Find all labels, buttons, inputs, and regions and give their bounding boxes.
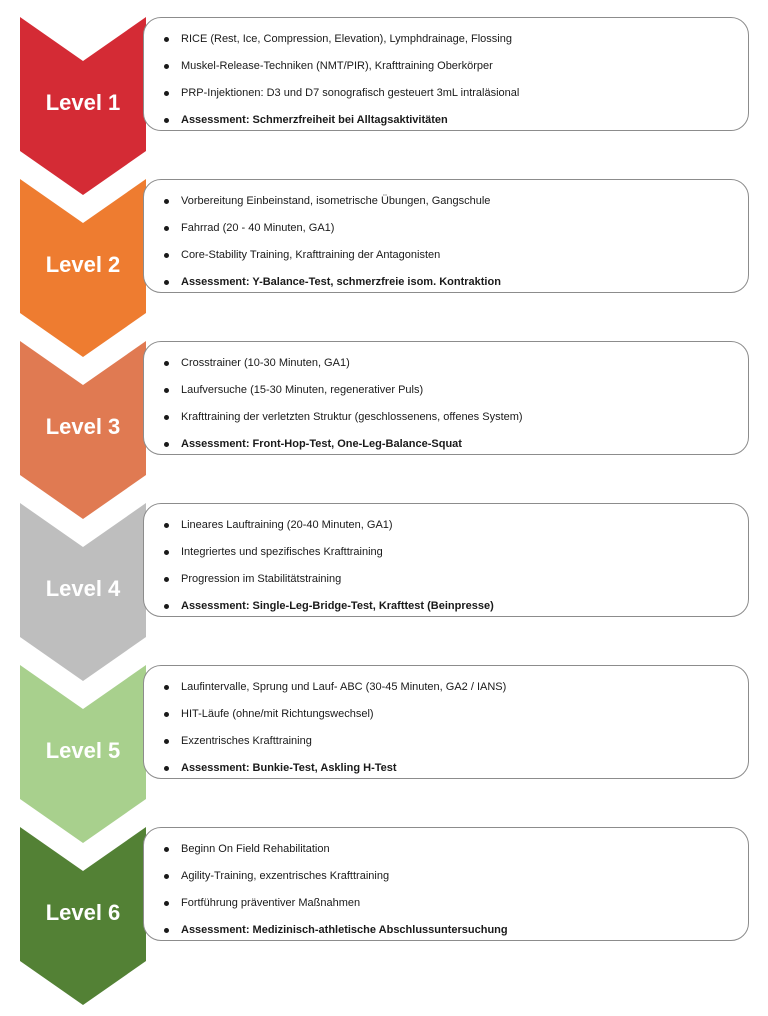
assessment-item: Assessment: Y-Balance-Test, schmerzfreie isom. Kontraktion [164,269,748,296]
level-6-label: Level 6 [45,900,121,925]
level-1-content-box [143,17,749,131]
level-3-bullet-list [144,342,748,458]
level-2-content-box [143,179,749,293]
assessment-item: Assessment: Single-Leg-Bridge-Test, Krafttest (Beinpresse) [164,593,748,620]
bullet-item: Vorbereitung Einbeinstand, isometrische Übungen, Gangschule [164,188,748,215]
level-2-label: Level 2 [45,252,121,277]
bullet-item: Core-Stability Training, Krafttraining der Antagonisten [164,242,748,269]
bullet-item: Progression im Stabilitätstraining [164,566,748,593]
level-3 [0,341,768,519]
level-6-content-box [143,827,749,941]
level-3-content-box [143,341,749,455]
level-1-label: Level 1 [45,90,121,115]
bullet-item: Krafttraining der verletzten Struktur (geschlossenens, offenes System) [164,404,748,431]
level-5-bullet-list [144,666,748,782]
level-2-bullet-list [144,180,748,296]
level-4-bullet-list [144,504,748,620]
level-1 [0,17,768,195]
bullet-item: Laufintervalle, Sprung und Lauf- ABC (30-45 Minuten, GA2 / IANS) [164,674,748,701]
level-1-bullet-list [144,18,748,134]
assessment-item: Assessment: Front-Hop-Test, One-Leg-Balance-Squat [164,431,748,458]
level-4 [0,503,768,681]
level-5-label: Level 5 [45,738,121,763]
level-3-label: Level 3 [45,414,121,439]
level-2 [0,179,768,357]
level-4-label: Level 4 [45,576,121,601]
bullet-item: Agility-Training, exzentrisches Krafttraining [164,863,748,890]
bullet-item: Crosstrainer (10-30 Minuten, GA1) [164,350,748,377]
bullet-item: Muskel-Release-Techniken (NMT/PIR), Krafttraining Oberkörper [164,53,748,80]
bullet-item: PRP-Injektionen: D3 und D7 sonografisch gesteuert 3mL intraläsional [164,80,748,107]
bullet-item: HIT-Läufe (ohne/mit Richtungswechsel) [164,701,748,728]
assessment-item: Assessment: Bunkie-Test, Askling H-Test [164,755,748,782]
assessment-item: Assessment: Schmerzfreiheit bei Alltagsaktivitäten [164,107,748,134]
level-5 [0,665,768,843]
bullet-item: Fahrrad (20 - 40 Minuten, GA1) [164,215,748,242]
level-6-bullet-list [144,828,748,944]
bullet-item: Integriertes und spezifisches Krafttraining [164,539,748,566]
bullet-item: Beginn On Field Rehabilitation [164,836,748,863]
bullet-item: Lineares Lauftraining (20-40 Minuten, GA1) [164,512,748,539]
level-6 [0,827,768,1005]
bullet-item: Laufversuche (15-30 Minuten, regenerativer Puls) [164,377,748,404]
level-4-content-box [143,503,749,617]
bullet-item: RICE (Rest, Ice, Compression, Elevation), Lymphdrainage, Flossing [164,26,748,53]
level-5-content-box [143,665,749,779]
bullet-item: Fortführung präventiver Maßnahmen [164,890,748,917]
bullet-item: Exzentrisches Krafttraining [164,728,748,755]
assessment-item: Assessment: Medizinisch-athletische Abschlussuntersuchung [164,917,748,944]
